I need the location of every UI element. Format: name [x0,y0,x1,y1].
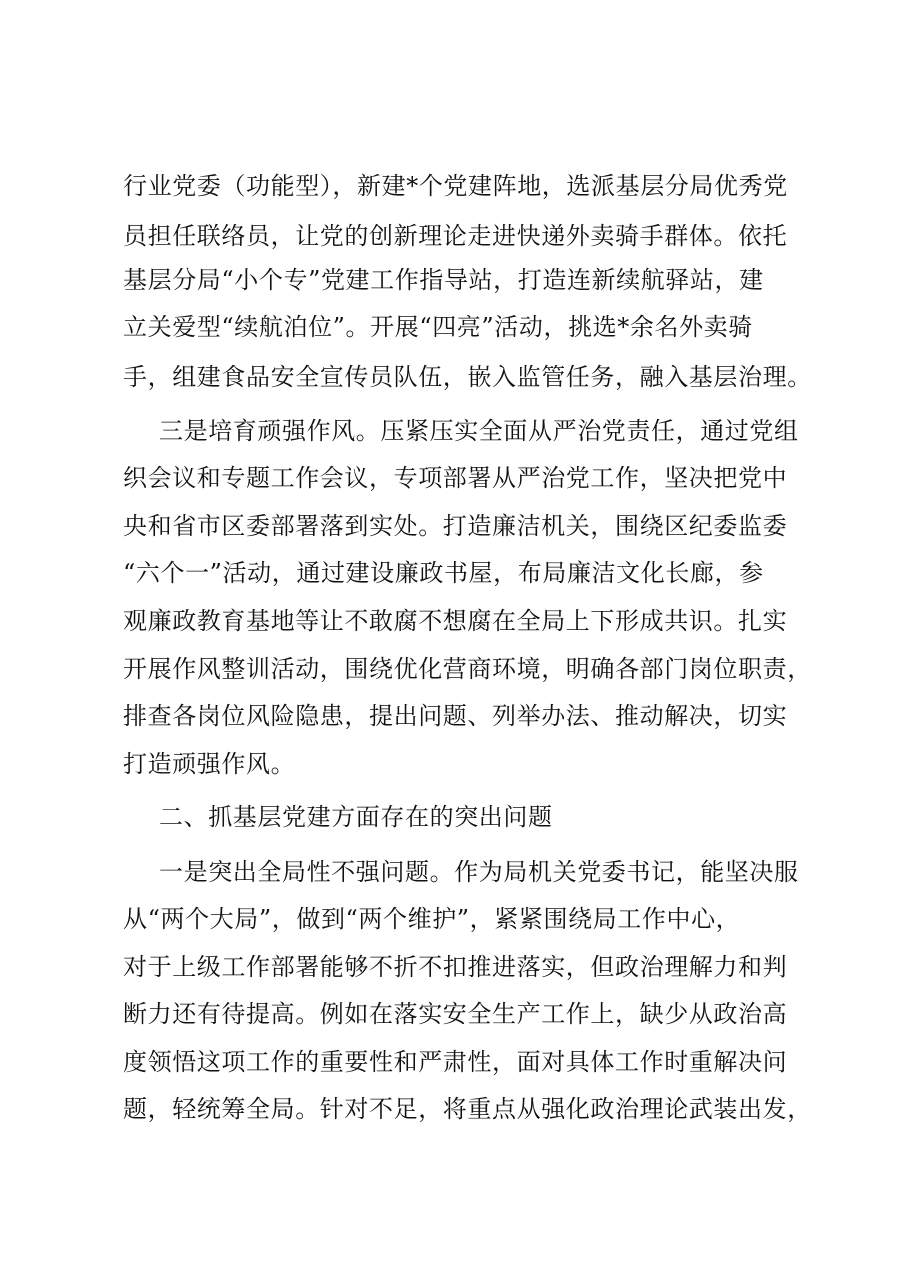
text-line: 央和省市区委部署落到实处。打造廉洁机关，围绕区纪委监委 [123,512,788,540]
text-line: 基层分局“小个专”党建工作指导站，打造连新续航驿站，建 [123,266,764,294]
text-line: 织会议和专题工作会议，专项部署从严治党工作，坚决把党中 [123,464,788,492]
section-heading: 二、抓基层党建方面存在的突出问题 [159,803,553,831]
text-line: 开展作风整训活动，围绕优化营商环境，明确各部门岗位职责， [123,655,812,683]
text-line: 排查各岗位风险隐患，提出问题、列举办法、推动解决，切实 [123,702,788,730]
text-line: 断力还有待提高。例如在落实安全生产工作上，缺少从政治高 [123,1000,788,1028]
paragraph-first-line: 一是突出全局性不强问题。作为局机关党委书记，能坚决服 [159,858,799,886]
text-line: 打造顽强作风。 [123,750,296,778]
text-line: 手，组建食品安全宣传员队伍，嵌入监管任务，融入基层治理。 [123,363,812,391]
paragraph-first-line: 三是培育顽强作风。压紧压实全面从严治党责任，通过党组 [159,417,799,445]
text-line: 度领悟这项工作的重要性和严肃性，面对具体工作时重解决问 [123,1048,788,1076]
text-line: 从“两个大局”，做到“两个维护”，紧紧围绕局工作中心， [123,905,741,933]
text-line: 对于上级工作部署能够不折不扣推进落实，但政治理解力和判 [123,953,788,981]
text-line: 观廉政教育基地等让不敢腐不想腐在全局上下形成共识。扎实 [123,607,788,635]
text-line: 员担任联络员，让党的创新理论走进快递外卖骑手群体。依托 [123,222,788,250]
text-line: 行业党委（功能型），新建*个党建阵地，选派基层分局优秀党 [123,172,788,200]
text-line: 立关爱型“续航泊位”。开展“四亮”活动，挑选*余名外卖骑 [123,313,753,341]
text-line: “六个一”活动，通过建设廉政书屋，布局廉洁文化长廊，参 [123,559,764,587]
text-line: 题，轻统筹全局。针对不足，将重点从强化政治理论武装出发， [123,1095,812,1123]
